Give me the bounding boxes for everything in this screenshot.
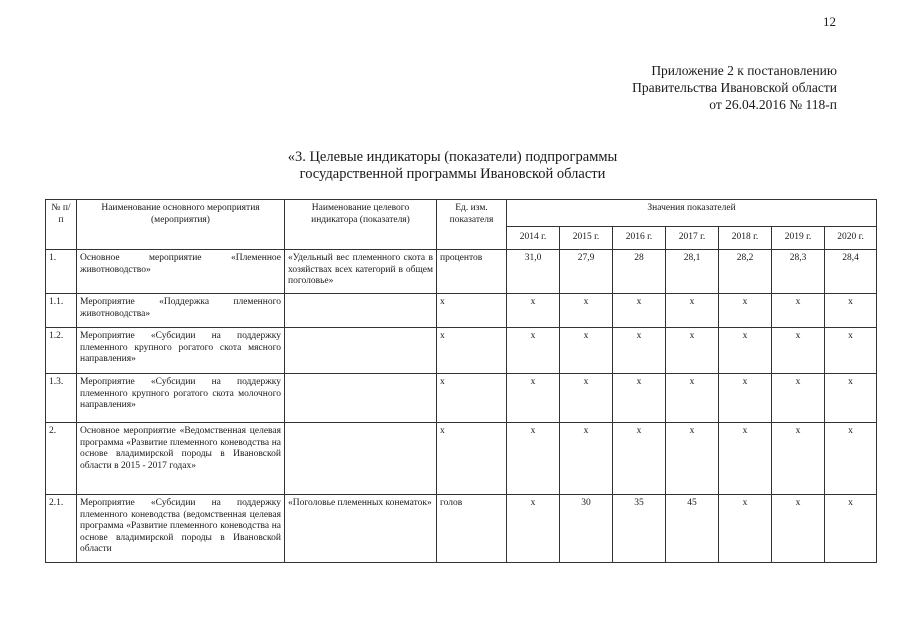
indicators-table [45, 199, 877, 563]
cell-value: х [825, 294, 877, 328]
cell-unit: процентов [437, 250, 507, 294]
cell-indicator [285, 294, 437, 328]
cell-value: х [772, 423, 825, 495]
header-year: 2014 г. [507, 227, 560, 250]
cell-value: 28,1 [666, 250, 719, 294]
cell-value: х [560, 294, 613, 328]
table-row [46, 495, 877, 563]
cell-event: Основное мероприятие «Племенное животноводство» [77, 250, 285, 294]
header-year: 2018 г. [719, 227, 772, 250]
table-row [46, 294, 877, 328]
cell-value: х [507, 495, 560, 563]
cell-value: х [560, 423, 613, 495]
cell-value: х [825, 495, 877, 563]
cell-value: 27,9 [560, 250, 613, 294]
cell-value: х [772, 374, 825, 423]
cell-value: х [825, 374, 877, 423]
header-year: 2019 г. [772, 227, 825, 250]
cell-indicator [285, 423, 437, 495]
cell-value: х [560, 374, 613, 423]
cell-value: х [719, 495, 772, 563]
header-values: Значения показателей [507, 200, 877, 227]
cell-value: х [666, 328, 719, 374]
cell-num: 2. [46, 423, 77, 495]
cell-value: х [613, 294, 666, 328]
cell-event: Мероприятие «Поддержка племенного животноводства» [77, 294, 285, 328]
appendix-line-1: Приложение 2 к постановлению [651, 63, 837, 78]
cell-value: х [666, 374, 719, 423]
cell-unit: х [437, 328, 507, 374]
appendix-line-3: от 26.04.2016 № 118-п [709, 97, 837, 112]
cell-value: х [560, 328, 613, 374]
cell-event: Мероприятие «Субсидии на поддержку племенного крупного рогатого скота молочного направления» [77, 374, 285, 423]
cell-value: х [507, 328, 560, 374]
cell-indicator [285, 328, 437, 374]
header-event: Наименование основного мероприятия (мероприятия) [77, 200, 285, 250]
table-row [46, 250, 877, 294]
cell-value: х [825, 423, 877, 495]
header-year: 2017 г. [666, 227, 719, 250]
appendix-line-2: Правительства Ивановской области [632, 80, 837, 95]
cell-value: х [825, 328, 877, 374]
cell-value: 28,4 [825, 250, 877, 294]
table-header-row [46, 200, 877, 227]
cell-indicator: «Поголовье племенных конематок» [285, 495, 437, 563]
table-row [46, 374, 877, 423]
cell-value: х [613, 328, 666, 374]
cell-unit: голов [437, 495, 507, 563]
cell-value: х [507, 423, 560, 495]
cell-value: х [666, 294, 719, 328]
cell-num: 1.3. [46, 374, 77, 423]
header-year: 2015 г. [560, 227, 613, 250]
cell-num: 1.2. [46, 328, 77, 374]
cell-value: 30 [560, 495, 613, 563]
cell-value: 35 [613, 495, 666, 563]
section-title [0, 149, 905, 183]
cell-unit: х [437, 374, 507, 423]
section-title-line-1: «3. Целевые индикаторы (показатели) подпрограммы [287, 149, 618, 165]
cell-value: х [719, 374, 772, 423]
cell-unit: х [437, 294, 507, 328]
header-num: № п/п [46, 200, 77, 250]
section-title-line-2: государственной программы Ивановской области [299, 166, 606, 182]
cell-unit: х [437, 423, 507, 495]
header-indicator: Наименование целевого индикатора (показателя) [285, 200, 437, 250]
cell-value: х [613, 374, 666, 423]
cell-value: х [666, 423, 719, 495]
cell-value: х [613, 423, 666, 495]
appendix-note [632, 62, 837, 113]
header-unit: Ед. изм. показателя [437, 200, 507, 250]
cell-value: х [719, 423, 772, 495]
cell-num: 1. [46, 250, 77, 294]
cell-num: 2.1. [46, 495, 77, 563]
cell-event: Основное мероприятие «Ведомственная целевая программа «Развитие племенного коневодства на основе владимирской породы в Ивановской области в 2015 - 2017 годах» [77, 423, 285, 495]
cell-value: х [507, 374, 560, 423]
cell-indicator: «Удельный вес племенного скота в хозяйствах всех категорий в общем поголовье» [285, 250, 437, 294]
cell-value: 45 [666, 495, 719, 563]
cell-value: 28 [613, 250, 666, 294]
table-row [46, 328, 877, 374]
cell-value: х [772, 328, 825, 374]
cell-value: 28,3 [772, 250, 825, 294]
cell-value: 28,2 [719, 250, 772, 294]
cell-event: Мероприятие «Субсидии на поддержку племенного коневодства (ведомственная целевая программа «Развитие племенного коневодства на основе владимирской породы в Ивановской области [77, 495, 285, 563]
table-row [46, 423, 877, 495]
cell-indicator [285, 374, 437, 423]
cell-value: х [772, 294, 825, 328]
cell-value: х [719, 328, 772, 374]
cell-value: х [772, 495, 825, 563]
page-number: 12 [823, 14, 836, 29]
cell-num: 1.1. [46, 294, 77, 328]
cell-value: х [507, 294, 560, 328]
header-year: 2020 г. [825, 227, 877, 250]
cell-event: Мероприятие «Субсидии на поддержку племенного крупного рогатого скота мясного направления» [77, 328, 285, 374]
cell-value: х [719, 294, 772, 328]
cell-value: 31,0 [507, 250, 560, 294]
header-year: 2016 г. [613, 227, 666, 250]
